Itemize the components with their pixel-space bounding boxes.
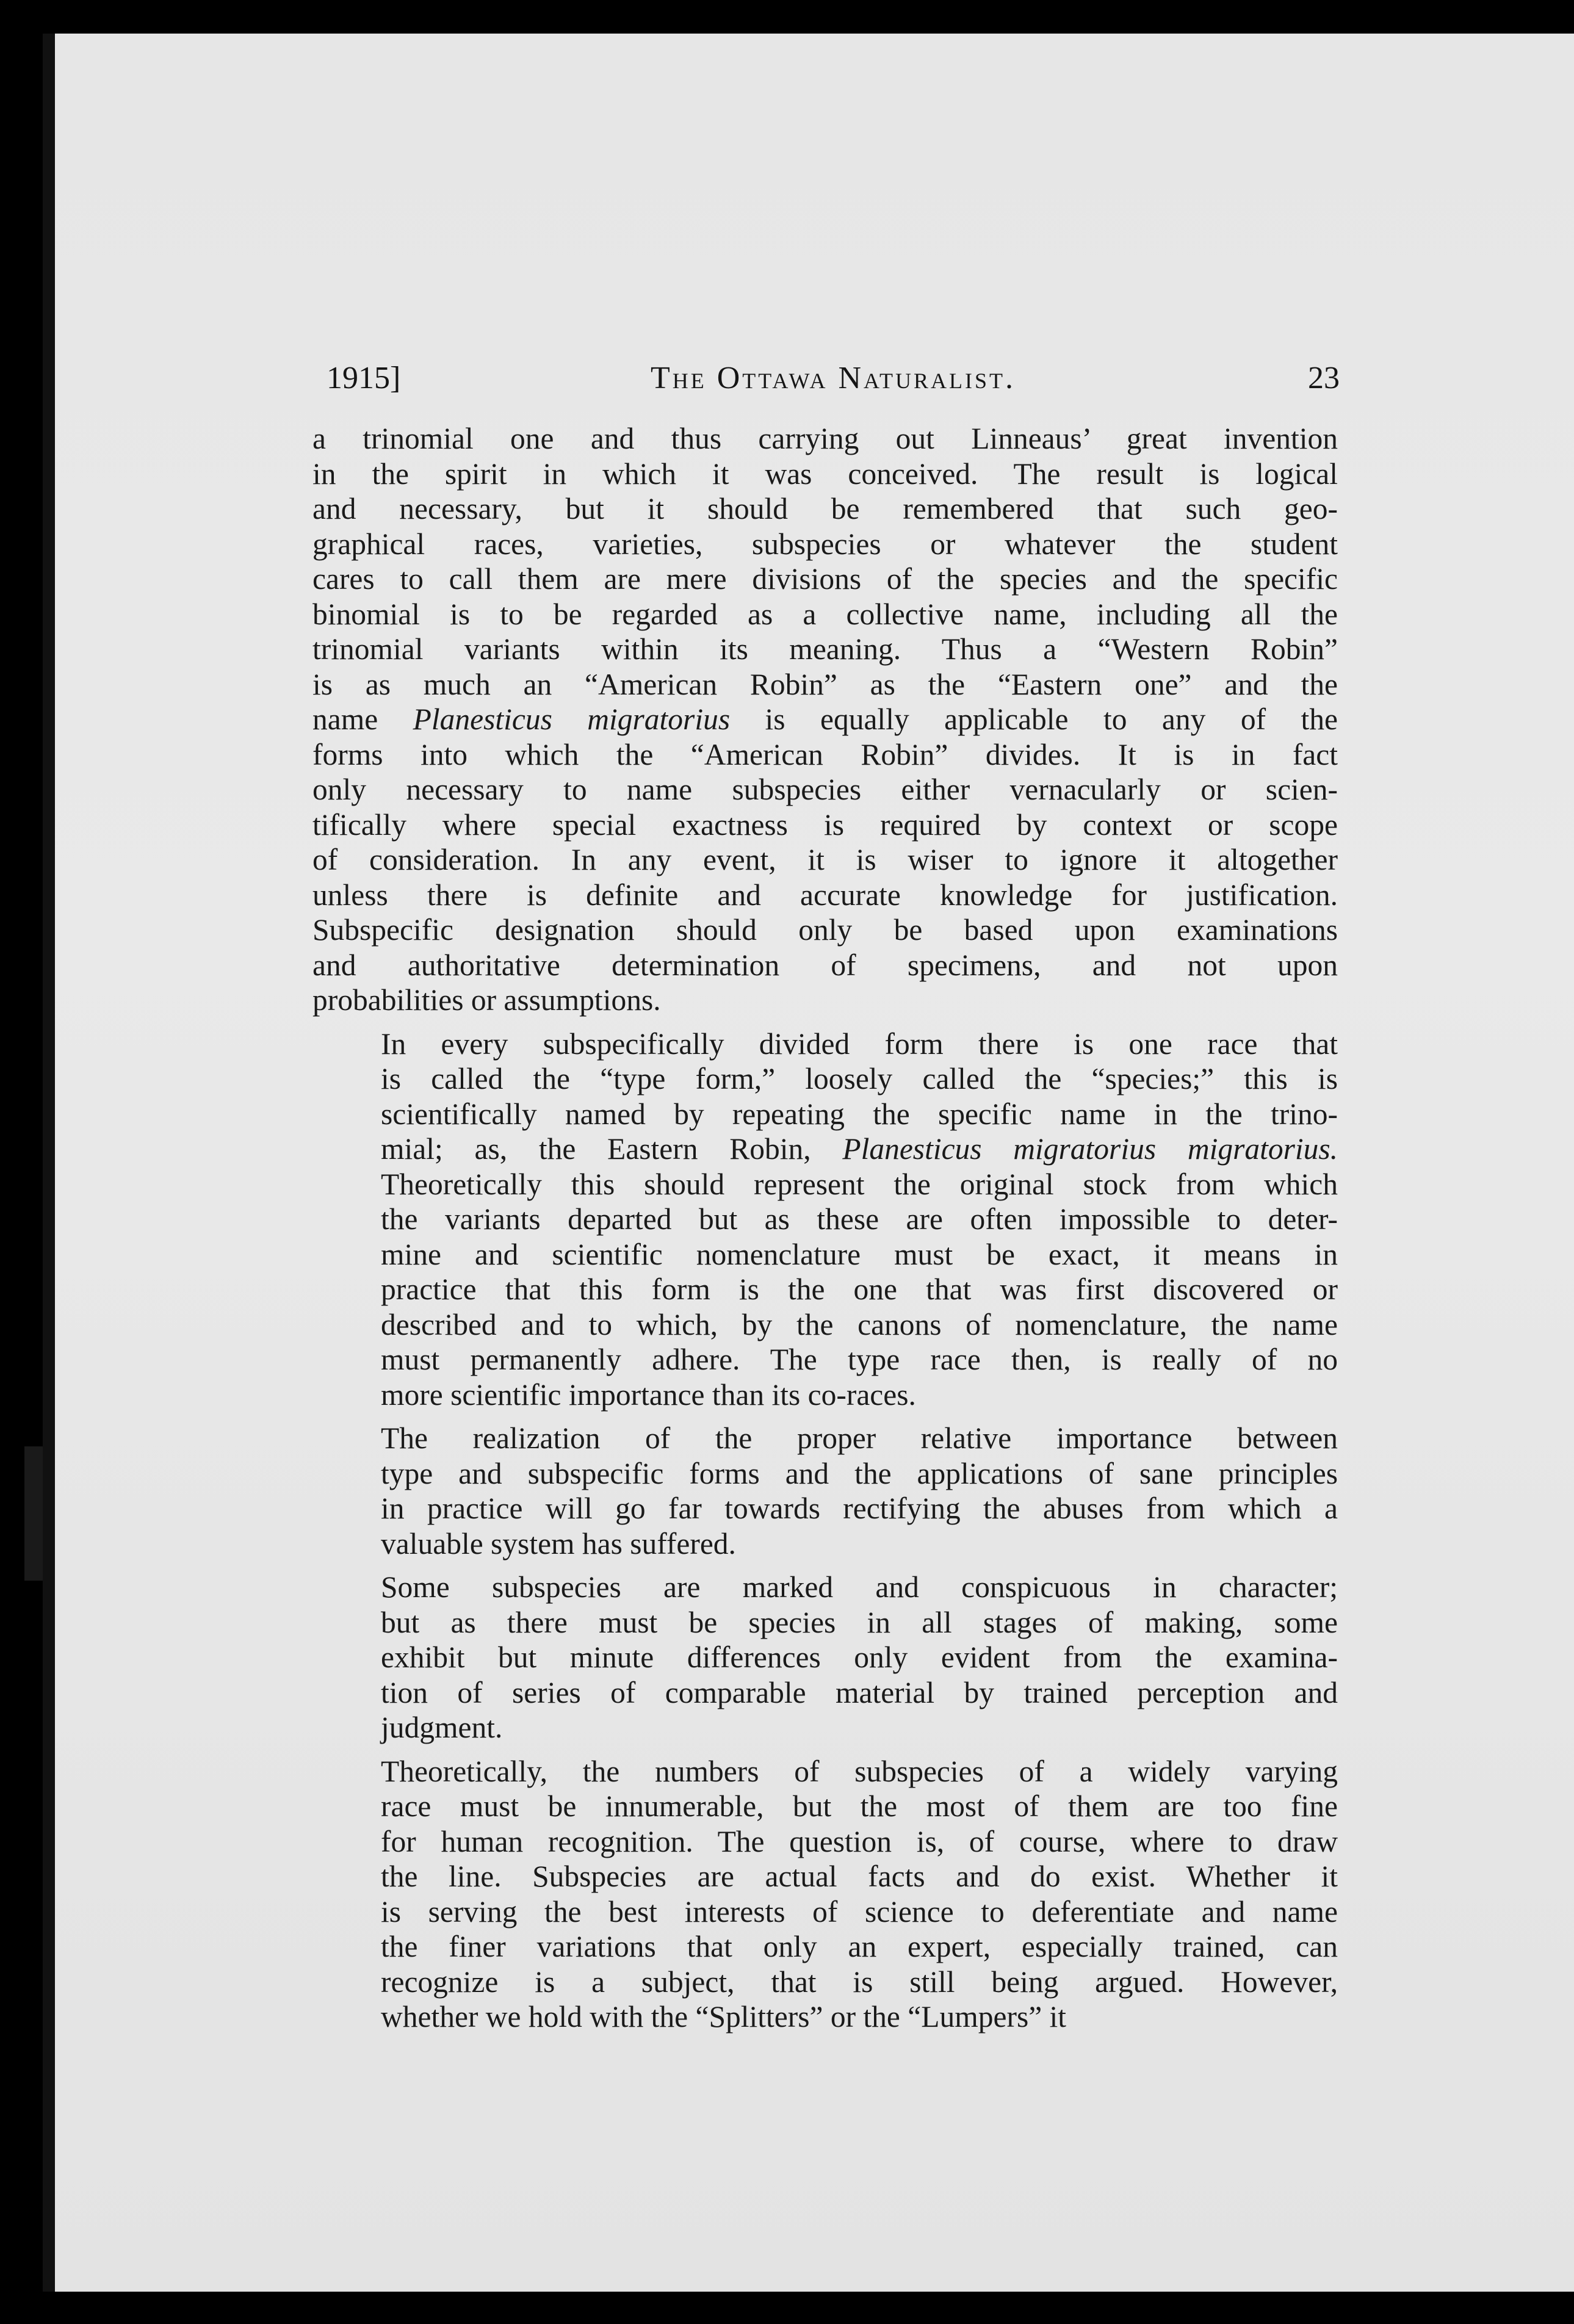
text-line: Theoretically, the numbers of subspecies of a widely varying: [381, 1754, 1338, 1788]
text-line: Subspecific designation should only be based upon examinations: [312, 913, 1338, 947]
text-line: forms into which the “American Robin” divides. It is in fact: [312, 737, 1338, 771]
text-line: in the spirit in which it was conceived. The result is logical: [312, 457, 1338, 491]
header-journal-title: The Ottawa Naturalist.: [650, 361, 1016, 395]
text-line: in practice will go far towards rectifying the abuses from which a: [381, 1492, 1338, 1525]
text-line: probabilities or assumptions.: [312, 983, 661, 1017]
text-line: judgment.: [381, 1711, 503, 1744]
text-line: unless there is definite and accurate knowledge for justification.: [312, 878, 1338, 912]
text-line: and authoritative determination of specimens, and not upon: [312, 948, 1338, 982]
text-line: must permanently adhere. The type race then, is really of no: [381, 1343, 1338, 1376]
text-line: Theoretically this should represent the original stock from which: [381, 1167, 1338, 1201]
paragraph: [312, 1421, 1338, 1561]
paragraph: [312, 1027, 1338, 1413]
text-line: is serving the best interests of science to deferentiate and name: [381, 1894, 1338, 1929]
paragraph: [312, 1570, 1338, 1745]
text-line: cares to call them are mere divisions of the species and the specific: [312, 562, 1338, 596]
text-line: the finer variations that only an expert, especially trained, can: [381, 1930, 1338, 1963]
body-text: [312, 421, 1338, 2035]
text-line: and necessary, but it should be remembered that such geo-: [312, 492, 1338, 525]
text-line: the variants departed but as these are often impossible to deter-: [381, 1202, 1338, 1236]
text-line: more scientific importance than its co-races.: [381, 1377, 916, 1412]
text-line: trinomial variants within its meaning. Thus a “Western Robin”: [312, 632, 1338, 666]
text-line: recognize is a subject, that is still being argued. However,: [381, 1965, 1338, 1999]
text-line: a trinomial one and thus carrying out Linneaus’ great invention: [312, 422, 1338, 455]
text-line: Some subspecies are marked and conspicuous in character;: [381, 1570, 1338, 1604]
text-line: but as there must be species in all stages of making, some: [381, 1605, 1338, 1639]
text-line: of consideration. In any event, it is wiser to ignore it altogether: [312, 843, 1338, 876]
paragraph: [312, 1754, 1338, 2035]
header-year: 1915]: [327, 361, 401, 395]
text-line: whether we hold with the “Splitters” or the “Lumpers” it: [381, 2000, 1067, 2034]
text-line: race must be innumerable, but the most of them are too fine: [381, 1789, 1338, 1823]
text-line: scientifically named by repeating the specific name in the trino-: [381, 1097, 1338, 1131]
binding-edge: [24, 1446, 43, 1581]
paragraph: [312, 421, 1338, 1018]
text-line: practice that this form is the one that was first discovered or: [381, 1272, 1338, 1306]
running-header: [327, 360, 1340, 409]
text-line: valuable system has suffered.: [381, 1526, 736, 1561]
text-line: exhibit but minute differences only evident from the examina-: [381, 1640, 1338, 1674]
text-line: mial; as, the Eastern Robin, Planesticus migratorius migratorius.: [381, 1132, 1338, 1166]
text-line: is called the “type form,” loosely called the “species;” this is: [381, 1062, 1338, 1095]
text-line: type and subspecific forms and the applications of sane principles: [381, 1456, 1338, 1490]
text-line: tion of series of comparable material by trained perception and: [381, 1675, 1338, 1709]
text-line: mine and scientific nomenclature must be exact, it means in: [381, 1237, 1338, 1271]
text-line: only necessary to name subspecies either vernacularly or scien-: [312, 773, 1338, 806]
text-line: the line. Subspecies are actual facts and do exist. Whether it: [381, 1860, 1338, 1893]
text-line: described and to which, by the canons of nomenclature, the name: [381, 1307, 1338, 1341]
text-line: binomial is to be regarded as a collective name, including all the: [312, 597, 1338, 631]
text-line: is as much an “American Robin” as the “Eastern one” and the: [312, 667, 1338, 701]
text-line: tifically where special exactness is required by context or scope: [312, 807, 1338, 842]
text-line: In every subspecifically divided form there is one race that: [381, 1027, 1338, 1061]
text-line: The realization of the proper relative importance between: [381, 1421, 1338, 1455]
text-line: name Planesticus migratorius is equally applicable to any of the: [312, 702, 1338, 736]
header-page-number: 23: [1308, 361, 1340, 395]
text-line: graphical races, varieties, subspecies or whatever the student: [312, 527, 1338, 561]
text-line: for human recognition. The question is, of course, where to draw: [381, 1824, 1338, 1858]
